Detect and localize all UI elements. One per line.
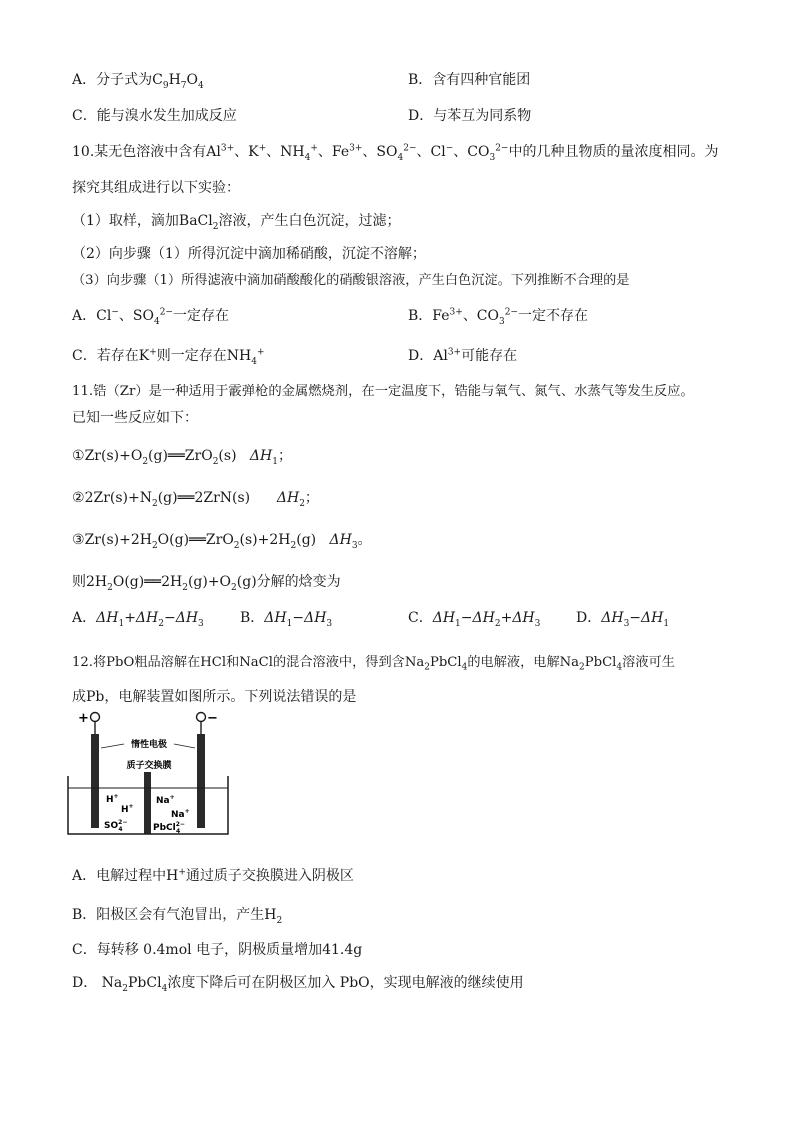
q12-stem-line1: 12.将PbO粗品溶解在HCl和NaCl的混合溶液中，得到含$Na_2PbCl_4$的电解液，电解$Na_2PbCl_4$溶液可生	[72, 655, 675, 673]
q10-step-3: （3）向步骤（1）所得滤液中滴加硝酸酸化的硝酸银溶液，产生白色沉淀。下列推断不合理的是	[72, 273, 630, 288]
anode-electrode	[91, 734, 99, 828]
q11-option-b: B．$\Delta H_1-\Delta H_3$	[240, 610, 333, 629]
q12-option-c: C．每转移 0.4mol 电子，阴极质量增加41.4g	[72, 942, 363, 958]
q10-option-c: C．若存在K+则一定存在$NH_4^+$	[72, 347, 265, 367]
right-species-2: Na+	[171, 808, 190, 820]
electrolysis-diagram	[64, 706, 234, 842]
cathode-terminal-sign: −	[207, 711, 218, 726]
q10-stem-line1: 10.某无色溶液中含有$Al^{3+}$、K+、$NH_4^+$、$Fe^{3+}$、$SO_4^{2-}$、Cl−、$CO_3^{2-}$中的几种且物质的量浓度相同。为	[72, 143, 719, 163]
anode-terminal-icon	[91, 713, 100, 722]
q11-reaction-1: $①Zr(s)+O_2(g)══ZrO_2(s)$ $\Delta H_1$；	[72, 448, 292, 467]
q9-option-a: A．分子式为$C_9H_7O_4$	[72, 72, 204, 91]
cathode-electrode	[197, 734, 205, 828]
q9-option-d: D．与苯互为同系物	[408, 108, 532, 124]
q10-step-1: （1）取样，滴加BaCl$_2$溶液，产生白色沉淀，过滤；	[72, 213, 401, 232]
q9-option-b: B．含有四种官能团	[408, 72, 531, 88]
q10-option-d: D．$Al^{3+}$可能存在	[408, 347, 518, 364]
membrane-label: 质子交换膜	[126, 761, 172, 771]
proton-exchange-membrane	[144, 772, 151, 834]
left-species-1: H+	[106, 793, 119, 805]
q10-option-a: A．Cl−、$SO_4^{2-}$一定存在	[72, 307, 229, 327]
q10-stem-line2: 探究其组成进行以下实验：	[72, 180, 240, 196]
q12-option-b: B．阳极区会有气泡冒出，产生$H_2$	[72, 907, 283, 926]
q11-stem-line2: 已知一些反应如下：	[72, 410, 198, 426]
q11-reaction-2: $②2Zr(s)+N_2(g)══2ZrN(s)$ $\Delta H_2$；	[72, 490, 319, 509]
cathode-terminal-icon	[197, 713, 206, 722]
q11-option-a: A．$\Delta H_1+\Delta H_2-\Delta H_3$	[72, 610, 204, 629]
q11-stem-line1: 11.锆（Zr）是一种适用于霰弹枪的金属燃烧剂，在一定温度下，锆能与氧气、氮气、水蒸气等发生反应。	[72, 384, 694, 399]
q9-option-c: C．能与溴水发生加成反应	[72, 108, 237, 124]
right-species-3: PbCl$^{2-}$ 4	[153, 821, 185, 835]
q11-question: 则$2H_2O(g)══2H_2(g)+O_2(g)$分解的焓变为	[72, 574, 341, 593]
electrode-label: 惰性电极	[130, 740, 168, 750]
q10-step-2: （2）向步骤（1）所得沉淀中滴加稀硝酸，沉淀不溶解；	[72, 246, 426, 262]
q10-option-b: B．$Fe^{3+}$、$CO_3^{2-}$一定不存在	[408, 307, 589, 327]
right-species-1: Na+	[156, 794, 175, 806]
q12-option-a: A．电解过程中H+通过质子交换膜进入阴极区	[72, 867, 354, 884]
anode-terminal-sign: +	[78, 711, 89, 726]
q12-option-d: D． $Na_2PbCl_4$浓度下降后可在阴极区加入 PbO，实现电解液的继续使用	[72, 975, 524, 994]
q11-reaction-3: $③Zr(s)+2H_2O(g)══ZrO_2(s)+2H_2(g)$ $\Delta H_3$。	[72, 532, 372, 551]
q11-option-c: C．$\Delta H_1-\Delta H_2+\Delta H_3$	[408, 610, 541, 629]
q11-option-d: D．$\Delta H_3-\Delta H_1$	[576, 610, 670, 629]
left-species-2: H+	[121, 803, 134, 815]
left-species-3: $SO^{2-}$ 4	[104, 819, 128, 833]
q12-stem-line2: 成Pb，电解装置如图所示。下列说法错误的是	[72, 689, 357, 705]
